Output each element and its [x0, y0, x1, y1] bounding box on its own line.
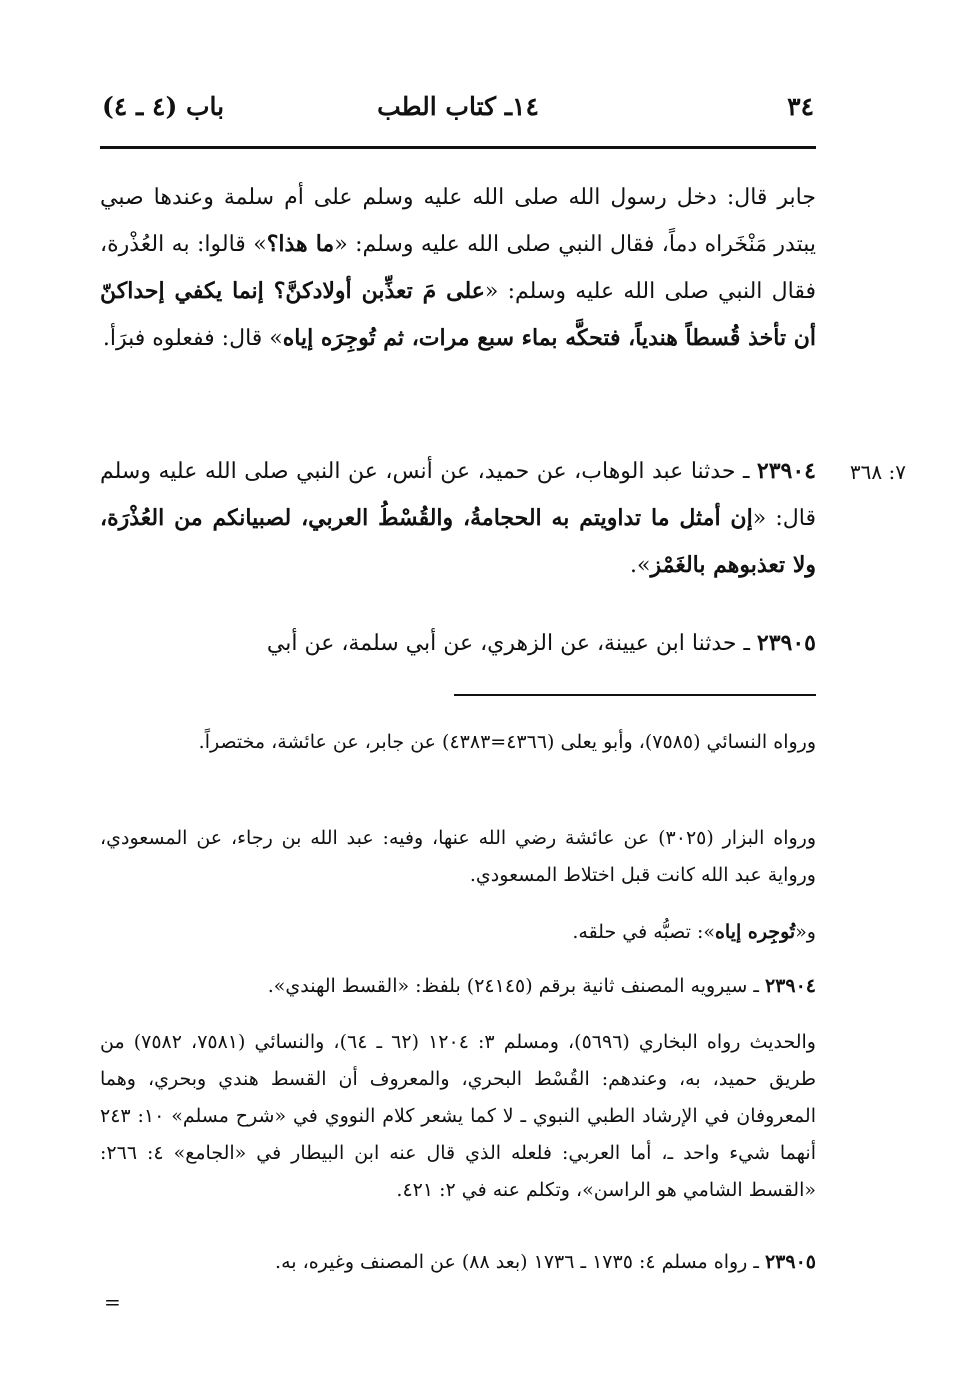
footnote-text: ـ رواه مسلم ٤: ١٧٣٥ ـ ١٧٣٦ (بعد ٨٨) عن المصنف وغيره، به. — [275, 1251, 765, 1273]
hadith-23904 — [100, 448, 816, 589]
footnote-23905 — [100, 1244, 816, 1281]
narration-text: ـ حدثنا عبد الوهاب، عن حميد، عن أنس، عن النبي صلى الله عليه وسلم قال: « — [100, 459, 816, 531]
prophet-quote: إن أمثل ما تداويتم به الحجامةُ، والقُسْطُ العربي، لصبيانكم من العُذْرَة، ولا تعذبوهم بالغَمْز — [100, 505, 816, 578]
prophet-quote: على مَ تعذِّبن أولادكنَّ؟ إنما يكفي إحداكنّ أن تأخذ قُسطاً هندياً، فتحكَّه بماء سبع مرات، ثم تُوجِرَه إياه — [100, 278, 816, 351]
narration-text: » قال: ففعلوه فبرَأ. — [102, 326, 283, 351]
footnote-tujirhu — [100, 914, 816, 951]
narration-text: » قالوا: به العُذْرة، فقال النبي صلى الله عليه وسلم: « — [100, 232, 816, 304]
narration-text: ـ حدثنا ابن عيينة، عن الزهري، عن أبي سلمة، عن أبي — [266, 631, 757, 656]
page-header — [100, 92, 816, 132]
narration-text: ». — [630, 553, 651, 578]
chapter-label: باب (٤ ـ ٤) — [102, 92, 225, 121]
margin-reference: ٧: ٣٦٨ — [849, 460, 906, 484]
footnote-term: تُوجِره إياه — [714, 921, 796, 943]
footnote-text: »: تصبُّه في حلقه. — [572, 921, 715, 943]
prophet-quote: ما هذا؟ — [266, 231, 335, 257]
footnote-text: ـ سيرويه المصنف ثانية برقم (٢٤١٤٥) بلفظ: «القسط الهندي». — [267, 975, 765, 997]
hadith-number: ٢٣٩٠٥ — [756, 630, 816, 656]
book-title: ١٤ـ كتاب الطب — [377, 92, 539, 121]
hadith-continuation — [100, 174, 816, 362]
footnote-23904 — [100, 968, 816, 1005]
hadith-23905 — [100, 620, 816, 667]
footnote-number: ٢٣٩٠٤ — [764, 975, 816, 997]
footnote-text: و« — [795, 921, 816, 943]
footnote-bazzar: ورواه البزار (٣٠٢٥) عن عائشة رضي الله عنها، وفيه: عبد الله بن رجاء، عن المسعودي، ورواية عبد الله كانت قبل اختلاط المسعودي. — [100, 827, 816, 886]
continuation-mark: = — [104, 1290, 121, 1314]
footnote-nasai: ورواه النسائي (٧٥٨٥)، وأبو يعلى (٤٣٦٦=٤٣٨٣) عن جابر، عن عائشة، مختصراً. — [198, 731, 816, 753]
header-rule — [100, 146, 816, 149]
footnote-number: ٢٣٩٠٥ — [764, 1251, 816, 1273]
footnote-bukhari: والحديث رواه البخاري (٥٦٩٦)، ومسلم ٣: ١٢٠٤ (٦٢ ـ ٦٤)، والنسائي (٧٥٨١، ٧٥٨٢) من طريق حميد، به، وعندهم: القُسْط البحري، والمعروف أن القسط هندي وبحري، وهما المعروفان في الإرشاد الطبي النبوي ـ لا كما يشعر كلام النووي في «شرح مسلم» ١٠: ٢٤٣ أنهما شيء واحد ـ، أما العربي: فلعله الذي قال عنه ابن البيطار في «الجامع» ٤: ٢٦٦: «القسط الشامي هو الراسن»، وتكلم عنه في ٢: ٤٢١. — [100, 1031, 816, 1201]
hadith-number: ٢٣٩٠٤ — [756, 458, 816, 484]
narration-text: جابر قال: دخل رسول الله صلى الله عليه وسلم على أم سلمة وعندها صبي يبتدر مَنْخَراه دماً، فقال النبي صلى الله عليه وسلم: « — [100, 185, 816, 257]
page-number: ٣٤ — [787, 92, 814, 121]
footnote-rule — [454, 694, 816, 696]
